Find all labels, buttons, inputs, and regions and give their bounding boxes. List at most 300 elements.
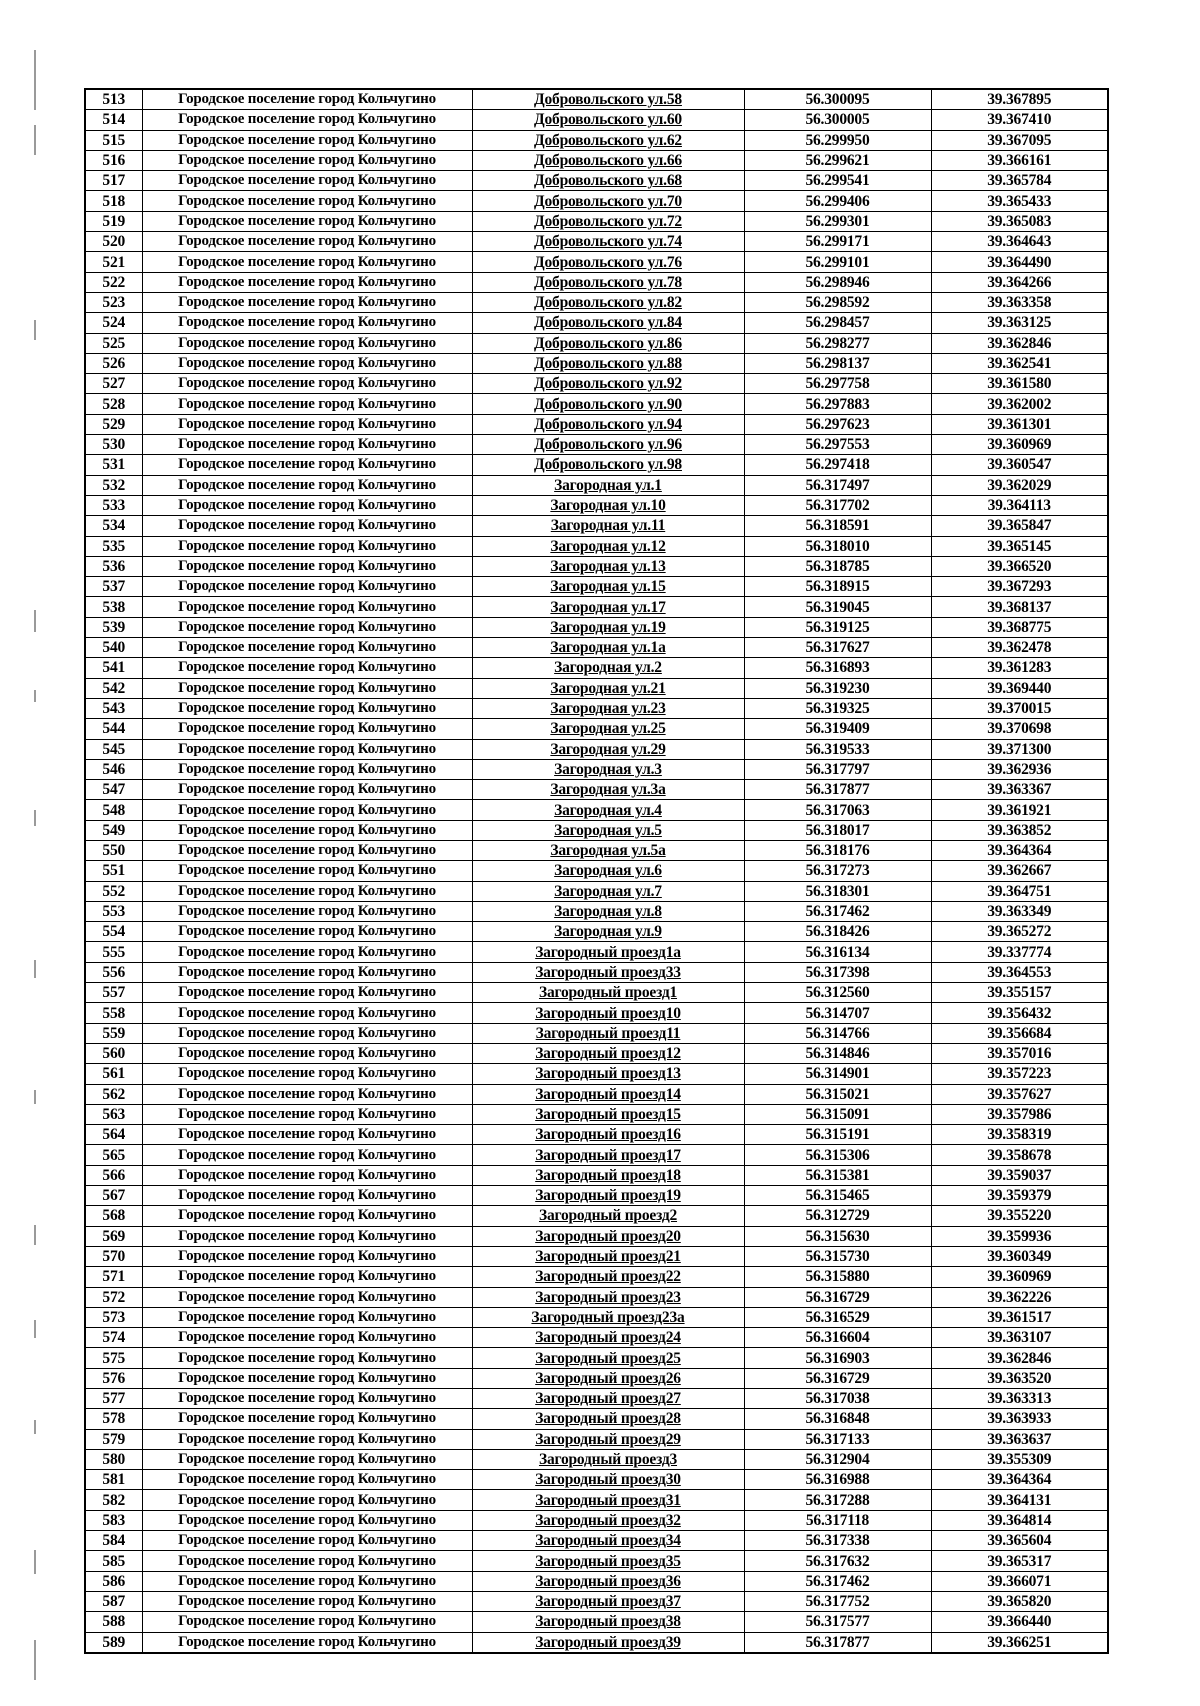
longitude: 39.355220	[931, 1206, 1108, 1226]
street-address: Добровольского ул.98	[472, 455, 744, 475]
latitude: 56.317632	[744, 1551, 931, 1571]
street-address: Добровольского ул.66	[472, 150, 744, 170]
row-number: 556	[85, 962, 142, 982]
longitude: 39.362541	[931, 353, 1108, 373]
longitude: 39.364266	[931, 272, 1108, 292]
longitude: 39.362478	[931, 638, 1108, 658]
latitude: 56.319409	[744, 719, 931, 739]
settlement-name: Городское поселение город Кольчугино	[142, 1104, 472, 1124]
street-address: Загородная ул.17	[472, 597, 744, 617]
street-address: Загородная ул.7	[472, 881, 744, 901]
table-row	[85, 698, 1108, 718]
table-row	[85, 455, 1108, 475]
settlement-name: Городское поселение город Кольчугино	[142, 1246, 472, 1266]
table-row	[85, 191, 1108, 211]
street-address: Добровольского ул.88	[472, 353, 744, 373]
row-number: 534	[85, 516, 142, 536]
row-number: 543	[85, 698, 142, 718]
latitude: 56.312729	[744, 1206, 931, 1226]
longitude: 39.359936	[931, 1226, 1108, 1246]
latitude: 56.316529	[744, 1307, 931, 1327]
settlement-name: Городское поселение город Кольчугино	[142, 1409, 472, 1429]
settlement-name: Городское поселение город Кольчугино	[142, 719, 472, 739]
longitude: 39.355309	[931, 1449, 1108, 1469]
row-number: 559	[85, 1023, 142, 1043]
table-row	[85, 1165, 1108, 1185]
row-number: 533	[85, 495, 142, 515]
settlement-name: Городское поселение город Кольчугино	[142, 1064, 472, 1084]
street-address: Добровольского ул.76	[472, 252, 744, 272]
settlement-name: Городское поселение город Кольчугино	[142, 658, 472, 678]
latitude: 56.317038	[744, 1389, 931, 1409]
longitude: 39.363933	[931, 1409, 1108, 1429]
longitude: 39.337774	[931, 942, 1108, 962]
settlement-name: Городское поселение город Кольчугино	[142, 150, 472, 170]
table-row	[85, 658, 1108, 678]
table-row	[85, 739, 1108, 759]
settlement-name: Городское поселение город Кольчугино	[142, 1165, 472, 1185]
table-row	[85, 617, 1108, 637]
settlement-name: Городское поселение город Кольчугино	[142, 698, 472, 718]
longitude: 39.365847	[931, 516, 1108, 536]
longitude: 39.360547	[931, 455, 1108, 475]
settlement-name: Городское поселение город Кольчугино	[142, 1490, 472, 1510]
settlement-name: Городское поселение город Кольчугино	[142, 89, 472, 110]
row-number: 523	[85, 292, 142, 312]
row-number: 539	[85, 617, 142, 637]
longitude: 39.361283	[931, 658, 1108, 678]
row-number: 544	[85, 719, 142, 739]
row-number: 514	[85, 110, 142, 130]
table-row	[85, 110, 1108, 130]
settlement-name: Городское поселение город Кольчугино	[142, 110, 472, 130]
longitude: 39.369440	[931, 678, 1108, 698]
street-address: Загородная ул.29	[472, 739, 744, 759]
longitude: 39.363852	[931, 820, 1108, 840]
street-address: Загородная ул.6	[472, 861, 744, 881]
table-row	[85, 414, 1108, 434]
settlement-name: Городское поселение город Кольчугино	[142, 211, 472, 231]
table-row	[85, 516, 1108, 536]
table-row	[85, 150, 1108, 170]
row-number: 516	[85, 150, 142, 170]
table-row	[85, 536, 1108, 556]
latitude: 56.316988	[744, 1470, 931, 1490]
table-body	[85, 89, 1108, 1653]
row-number: 553	[85, 901, 142, 921]
settlement-name: Городское поселение город Кольчугино	[142, 1328, 472, 1348]
table-row	[85, 1389, 1108, 1409]
longitude: 39.357986	[931, 1104, 1108, 1124]
row-number: 542	[85, 678, 142, 698]
table-row	[85, 1307, 1108, 1327]
settlement-name: Городское поселение город Кольчугино	[142, 678, 472, 698]
row-number: 527	[85, 374, 142, 394]
row-number: 554	[85, 922, 142, 942]
table-row	[85, 1287, 1108, 1307]
settlement-name: Городское поселение город Кольчугино	[142, 739, 472, 759]
row-number: 567	[85, 1186, 142, 1206]
row-number: 583	[85, 1510, 142, 1530]
longitude: 39.371300	[931, 739, 1108, 759]
street-address: Добровольского ул.92	[472, 374, 744, 394]
row-number: 562	[85, 1084, 142, 1104]
row-number: 569	[85, 1226, 142, 1246]
settlement-name: Городское поселение город Кольчугино	[142, 1389, 472, 1409]
longitude: 39.365820	[931, 1591, 1108, 1611]
latitude: 56.315465	[744, 1186, 931, 1206]
street-address: Загородный проезд14	[472, 1084, 744, 1104]
row-number: 524	[85, 313, 142, 333]
latitude: 56.318785	[744, 556, 931, 576]
street-address: Загородная ул.2	[472, 658, 744, 678]
row-number: 540	[85, 638, 142, 658]
street-address: Загородный проезд26	[472, 1368, 744, 1388]
settlement-name: Городское поселение город Кольчугино	[142, 414, 472, 434]
settlement-name: Городское поселение город Кольчугино	[142, 1206, 472, 1226]
latitude: 56.316848	[744, 1409, 931, 1429]
row-number: 587	[85, 1591, 142, 1611]
longitude: 39.365604	[931, 1531, 1108, 1551]
latitude: 56.315191	[744, 1125, 931, 1145]
street-address: Загородный проезд15	[472, 1104, 744, 1124]
latitude: 56.319325	[744, 698, 931, 718]
table-row	[85, 232, 1108, 252]
longitude: 39.357016	[931, 1043, 1108, 1063]
longitude: 39.357223	[931, 1064, 1108, 1084]
settlement-name: Городское поселение город Кольчугино	[142, 333, 472, 353]
table-row	[85, 475, 1108, 495]
street-address: Добровольского ул.90	[472, 394, 744, 414]
latitude: 56.298592	[744, 292, 931, 312]
latitude: 56.319533	[744, 739, 931, 759]
latitude: 56.318301	[744, 881, 931, 901]
table-row	[85, 942, 1108, 962]
settlement-name: Городское поселение город Кольчугино	[142, 353, 472, 373]
longitude: 39.367095	[931, 130, 1108, 150]
longitude: 39.365317	[931, 1551, 1108, 1571]
settlement-name: Городское поселение город Кольчугино	[142, 577, 472, 597]
longitude: 39.362846	[931, 333, 1108, 353]
settlement-name: Городское поселение город Кольчугино	[142, 1510, 472, 1530]
table-row	[85, 1531, 1108, 1551]
settlement-name: Городское поселение город Кольчугино	[142, 1591, 472, 1611]
longitude: 39.366161	[931, 150, 1108, 170]
latitude: 56.317118	[744, 1510, 931, 1530]
latitude: 56.299950	[744, 130, 931, 150]
latitude: 56.318591	[744, 516, 931, 536]
table-row	[85, 800, 1108, 820]
table-row	[85, 1043, 1108, 1063]
street-address: Загородный проезд34	[472, 1531, 744, 1551]
row-number: 538	[85, 597, 142, 617]
longitude: 39.362936	[931, 759, 1108, 779]
table-row	[85, 1591, 1108, 1611]
table-row	[85, 1328, 1108, 1348]
table-row	[85, 1348, 1108, 1368]
latitude: 56.315381	[744, 1165, 931, 1185]
row-number: 541	[85, 658, 142, 678]
street-address: Загородный проезд19	[472, 1186, 744, 1206]
settlement-name: Городское поселение город Кольчугино	[142, 597, 472, 617]
street-address: Загородная ул.13	[472, 556, 744, 576]
street-address: Добровольского ул.86	[472, 333, 744, 353]
longitude: 39.360969	[931, 1267, 1108, 1287]
row-number: 588	[85, 1612, 142, 1632]
table-row	[85, 495, 1108, 515]
row-number: 578	[85, 1409, 142, 1429]
row-number: 552	[85, 881, 142, 901]
table-row	[85, 638, 1108, 658]
settlement-name: Городское поселение город Кольчугино	[142, 516, 472, 536]
settlement-name: Городское поселение город Кольчугино	[142, 1307, 472, 1327]
table-row	[85, 678, 1108, 698]
settlement-name: Городское поселение город Кольчугино	[142, 638, 472, 658]
scan-mark	[34, 125, 36, 155]
latitude: 56.319125	[744, 617, 931, 637]
street-address: Загородная ул.9	[472, 922, 744, 942]
latitude: 56.298277	[744, 333, 931, 353]
table-row	[85, 1490, 1108, 1510]
longitude: 39.366440	[931, 1612, 1108, 1632]
street-address: Загородный проезд24	[472, 1328, 744, 1348]
settlement-name: Городское поселение город Кольчугино	[142, 556, 472, 576]
table-row	[85, 252, 1108, 272]
settlement-name: Городское поселение город Кольчугино	[142, 1023, 472, 1043]
settlement-name: Городское поселение город Кольчугино	[142, 922, 472, 942]
latitude: 56.317338	[744, 1531, 931, 1551]
settlement-name: Городское поселение город Кольчугино	[142, 1186, 472, 1206]
row-number: 530	[85, 435, 142, 455]
row-number: 570	[85, 1246, 142, 1266]
row-number: 582	[85, 1490, 142, 1510]
settlement-name: Городское поселение город Кольчугино	[142, 232, 472, 252]
street-address: Добровольского ул.84	[472, 313, 744, 333]
street-address: Загородная ул.11	[472, 516, 744, 536]
scan-mark	[34, 810, 36, 826]
street-address: Загородный проезд29	[472, 1429, 744, 1449]
latitude: 56.317288	[744, 1490, 931, 1510]
settlement-name: Городское поселение город Кольчугино	[142, 1612, 472, 1632]
latitude: 56.315091	[744, 1104, 931, 1124]
row-number: 513	[85, 89, 142, 110]
row-number: 589	[85, 1632, 142, 1653]
longitude: 39.366071	[931, 1571, 1108, 1591]
table-row	[85, 577, 1108, 597]
table-row	[85, 130, 1108, 150]
longitude: 39.355157	[931, 983, 1108, 1003]
row-number: 529	[85, 414, 142, 434]
latitude: 56.318176	[744, 840, 931, 860]
settlement-name: Городское поселение город Кольчугино	[142, 759, 472, 779]
table-row	[85, 1145, 1108, 1165]
row-number: 547	[85, 780, 142, 800]
street-address: Добровольского ул.96	[472, 435, 744, 455]
street-address: Загородный проезд18	[472, 1165, 744, 1185]
settlement-name: Городское поселение город Кольчугино	[142, 130, 472, 150]
street-address: Загородная ул.21	[472, 678, 744, 698]
latitude: 56.314766	[744, 1023, 931, 1043]
street-address: Добровольского ул.72	[472, 211, 744, 231]
latitude: 56.317462	[744, 901, 931, 921]
scan-mark	[34, 610, 36, 632]
settlement-name: Городское поселение город Кольчугино	[142, 840, 472, 860]
street-address: Загородная ул.3	[472, 759, 744, 779]
row-number: 532	[85, 475, 142, 495]
settlement-name: Городское поселение город Кольчугино	[142, 780, 472, 800]
street-address: Загородный проезд32	[472, 1510, 744, 1530]
row-number: 568	[85, 1206, 142, 1226]
settlement-name: Городское поселение город Кольчугино	[142, 1287, 472, 1307]
latitude: 56.317497	[744, 475, 931, 495]
latitude: 56.315021	[744, 1084, 931, 1104]
row-number: 564	[85, 1125, 142, 1145]
table-row	[85, 394, 1108, 414]
scan-mark	[34, 1420, 36, 1434]
longitude: 39.361921	[931, 800, 1108, 820]
row-number: 519	[85, 211, 142, 231]
row-number: 555	[85, 942, 142, 962]
street-address: Добровольского ул.62	[472, 130, 744, 150]
longitude: 39.367293	[931, 577, 1108, 597]
longitude: 39.357627	[931, 1084, 1108, 1104]
row-number: 520	[85, 232, 142, 252]
latitude: 56.316903	[744, 1348, 931, 1368]
latitude: 56.317877	[744, 1632, 931, 1653]
longitude: 39.359379	[931, 1186, 1108, 1206]
row-number: 586	[85, 1571, 142, 1591]
table-row	[85, 962, 1108, 982]
table-row	[85, 922, 1108, 942]
longitude: 39.365784	[931, 171, 1108, 191]
street-address: Загородная ул.12	[472, 536, 744, 556]
settlement-name: Городское поселение город Кольчугино	[142, 272, 472, 292]
longitude: 39.368137	[931, 597, 1108, 617]
latitude: 56.298946	[744, 272, 931, 292]
latitude: 56.297758	[744, 374, 931, 394]
longitude: 39.363349	[931, 901, 1108, 921]
settlement-name: Городское поселение город Кольчугино	[142, 394, 472, 414]
latitude: 56.318426	[744, 922, 931, 942]
street-address: Добровольского ул.94	[472, 414, 744, 434]
table-row	[85, 780, 1108, 800]
row-number: 522	[85, 272, 142, 292]
settlement-name: Городское поселение город Кольчугино	[142, 455, 472, 475]
latitude: 56.312560	[744, 983, 931, 1003]
longitude: 39.360969	[931, 435, 1108, 455]
settlement-name: Городское поселение город Кольчугино	[142, 983, 472, 1003]
table-row	[85, 840, 1108, 860]
street-address: Загородный проезд12	[472, 1043, 744, 1063]
longitude: 39.370698	[931, 719, 1108, 739]
street-address: Загородный проезд35	[472, 1551, 744, 1571]
street-address: Загородная ул.1а	[472, 638, 744, 658]
settlement-name: Городское поселение город Кольчугино	[142, 800, 472, 820]
row-number: 515	[85, 130, 142, 150]
street-address: Загородный проезд31	[472, 1490, 744, 1510]
street-address: Загородный проезд16	[472, 1125, 744, 1145]
latitude: 56.317133	[744, 1429, 931, 1449]
table-row	[85, 313, 1108, 333]
longitude: 39.365272	[931, 922, 1108, 942]
settlement-name: Городское поселение город Кольчугино	[142, 1551, 472, 1571]
row-number: 518	[85, 191, 142, 211]
latitude: 56.316893	[744, 658, 931, 678]
longitude: 39.362226	[931, 1287, 1108, 1307]
settlement-name: Городское поселение город Кольчугино	[142, 1226, 472, 1246]
latitude: 56.300095	[744, 89, 931, 110]
row-number: 545	[85, 739, 142, 759]
longitude: 39.358319	[931, 1125, 1108, 1145]
table-row	[85, 1023, 1108, 1043]
latitude: 56.318915	[744, 577, 931, 597]
scan-margin-marks	[34, 50, 42, 1700]
settlement-name: Городское поселение город Кольчугино	[142, 1084, 472, 1104]
row-number: 579	[85, 1429, 142, 1449]
street-address: Загородный проезд3	[472, 1449, 744, 1469]
row-number: 551	[85, 861, 142, 881]
row-number: 560	[85, 1043, 142, 1063]
latitude: 56.314707	[744, 1003, 931, 1023]
longitude: 39.364751	[931, 881, 1108, 901]
longitude: 39.363358	[931, 292, 1108, 312]
row-number: 546	[85, 759, 142, 779]
row-number: 535	[85, 536, 142, 556]
latitude: 56.297553	[744, 435, 931, 455]
table-row	[85, 1510, 1108, 1530]
settlement-name: Городское поселение город Кольчугино	[142, 1043, 472, 1063]
table-row	[85, 1571, 1108, 1591]
longitude: 39.365433	[931, 191, 1108, 211]
street-address: Загородный проезд30	[472, 1470, 744, 1490]
row-number: 565	[85, 1145, 142, 1165]
latitude: 56.317702	[744, 495, 931, 515]
table-row	[85, 820, 1108, 840]
row-number: 584	[85, 1531, 142, 1551]
table-row	[85, 556, 1108, 576]
table-row	[85, 1551, 1108, 1571]
table-row	[85, 597, 1108, 617]
row-number: 571	[85, 1267, 142, 1287]
latitude: 56.298457	[744, 313, 931, 333]
latitude: 56.316604	[744, 1328, 931, 1348]
street-address: Загородная ул.3а	[472, 780, 744, 800]
latitude: 56.317273	[744, 861, 931, 881]
row-number: 557	[85, 983, 142, 1003]
street-address: Загородный проезд37	[472, 1591, 744, 1611]
longitude: 39.363520	[931, 1368, 1108, 1388]
longitude: 39.356684	[931, 1023, 1108, 1043]
table-row	[85, 211, 1108, 231]
street-address: Загородный проезд25	[472, 1348, 744, 1368]
settlement-name: Городское поселение город Кольчугино	[142, 942, 472, 962]
latitude: 56.297418	[744, 455, 931, 475]
scan-mark	[34, 1550, 36, 1574]
row-number: 585	[85, 1551, 142, 1571]
table-row	[85, 171, 1108, 191]
street-address: Загородный проезд23а	[472, 1307, 744, 1327]
longitude: 39.364814	[931, 1510, 1108, 1530]
row-number: 561	[85, 1064, 142, 1084]
settlement-name: Городское поселение город Кольчугино	[142, 1267, 472, 1287]
street-address: Загородный проезд20	[472, 1226, 744, 1246]
longitude: 39.359037	[931, 1165, 1108, 1185]
latitude: 56.317752	[744, 1591, 931, 1611]
latitude: 56.319230	[744, 678, 931, 698]
street-address: Добровольского ул.68	[472, 171, 744, 191]
latitude: 56.317877	[744, 780, 931, 800]
row-number: 577	[85, 1389, 142, 1409]
